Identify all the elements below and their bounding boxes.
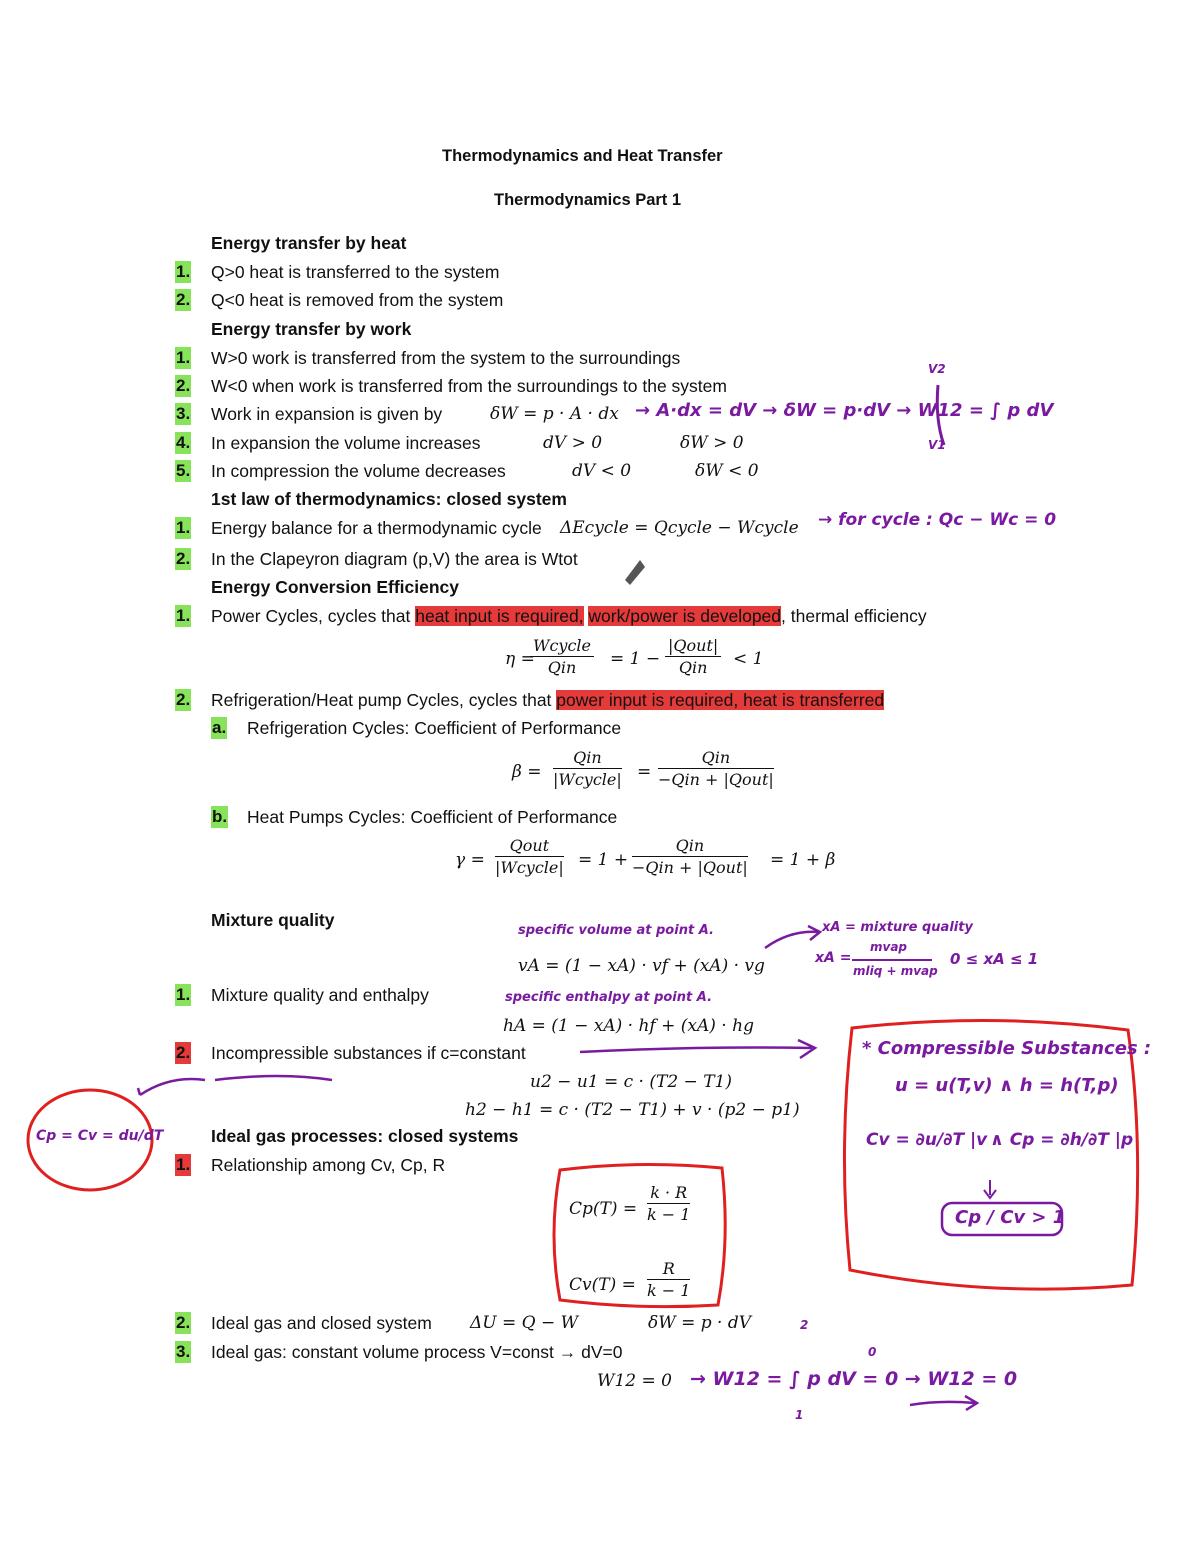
list-item: In compression the volume decreases xyxy=(211,461,506,481)
section-heading-ideal-gas: Ideal gas processes: closed systems xyxy=(211,1126,519,1146)
hw-box-line3b: ∧ Cp = ∂h/∂T |p xyxy=(990,1130,1134,1150)
page-subtitle: Thermodynamics Part 1 xyxy=(494,191,682,209)
gamma-fraction-2: Qin −Qin + |Qout| xyxy=(632,836,748,877)
eta-fraction-2: |Qout| Qin xyxy=(665,635,721,678)
equation-work-expansion: δW = p · A · dx xyxy=(490,404,619,424)
hw-box-line1: * Compressible Substances : xyxy=(862,1038,1152,1059)
list-item: Q>0 heat is transferred to the system xyxy=(211,262,500,282)
list-item: In expansion the volume increases xyxy=(211,433,481,453)
cp-lhs: Cp(T) = xyxy=(569,1199,638,1219)
list-item: Heat Pumps Cycles: Coefficient of Performance xyxy=(247,807,618,827)
hw-w12-note: → W12 = ∫ p dV = 0 → W12 = 0 xyxy=(690,1368,1018,1390)
arrow-to-box xyxy=(580,1040,815,1058)
highlight: work/power is developed xyxy=(588,606,782,626)
equation-internal-energy: u2 − u1 = c · (T2 − T1) xyxy=(530,1072,732,1092)
equation-cycle-energy-balance: ΔEcycle = Qcycle − Wcycle xyxy=(560,518,799,538)
equation-enthalpy: hA = (1 − xA) · hf + (xA) · hg xyxy=(503,1016,754,1036)
section-heading-efficiency: Energy Conversion Efficiency xyxy=(211,577,459,597)
hw-va-note: specific volume at point A. xyxy=(518,923,714,938)
hw-box-line3a: Cv = ∂u/∂T |v xyxy=(866,1130,988,1150)
list-number: 2. xyxy=(176,290,191,309)
list-number: 2. xyxy=(176,376,191,395)
list-item: Incompressible substances if c=constant xyxy=(211,1043,526,1063)
list-number: 4. xyxy=(176,433,191,452)
arrow-xa xyxy=(765,926,820,948)
hw-cycle-note: → for cycle : Qc − Wc = 0 xyxy=(818,510,1057,530)
hw-xa-num: mvap xyxy=(870,940,908,954)
cv-fraction: $\frac{R}{k - 1}$ xyxy=(647,1259,691,1300)
eta-lhs: η = xyxy=(505,649,535,669)
list-item: W<0 when work is transferred from the surroundings to the system xyxy=(211,376,727,396)
list-item: Mixture quality and enthalpy xyxy=(211,985,429,1005)
list-number: 1. xyxy=(176,348,191,367)
list-number: 1. xyxy=(176,262,191,281)
hw-v2: V2 xyxy=(928,362,946,376)
list-number: 3. xyxy=(176,1342,191,1361)
list-number: 1. xyxy=(176,1155,191,1174)
arrow-down xyxy=(984,1180,996,1198)
arrow-to-circle xyxy=(138,1079,205,1095)
underline-stroke xyxy=(215,1076,332,1080)
cp-fraction: $\frac{k \cdot R}{k - 1}$ xyxy=(647,1183,691,1224)
equation-first-law-closed: ΔU = Q − W xyxy=(470,1313,579,1333)
list-letter: b. xyxy=(212,807,228,826)
equation-enthalpy-incompressible: h2 − h1 = c · (T2 − T1) + v · (p2 − p1) xyxy=(465,1100,800,1120)
list-item: In the Clapeyron diagram (p,V) the area is Wtot xyxy=(211,549,578,569)
gamma-fraction-1: Qout |Wcycle| xyxy=(495,836,564,877)
beta-fraction-2: Qin −Qin + |Qout| xyxy=(658,748,774,789)
equation-work-pdv: δW = p · dV xyxy=(648,1313,752,1333)
list-number: 3. xyxy=(176,404,191,423)
hw-int-top: 2 xyxy=(800,1318,809,1332)
hw-ha-note: specific enthalpy at point A. xyxy=(505,990,713,1005)
list-item: Q<0 heat is removed from the system xyxy=(211,290,504,310)
equation-dv-negative: dV < 0 xyxy=(572,461,632,481)
equation-w12-zero: W12 = 0 xyxy=(597,1371,672,1391)
list-item: W>0 work is transferred from the system to the surroundings xyxy=(211,348,681,368)
red-box-outline xyxy=(844,1020,1137,1289)
highlight: heat input is required, xyxy=(415,606,584,626)
list-number: 5. xyxy=(176,461,191,480)
hw-work-note: → A·dx = dV → δW = p·dV → W12 = ∫ p dV xyxy=(635,400,1054,421)
equation-dv-positive: dV > 0 xyxy=(543,433,603,453)
list-item: Relationship among Cv, Cp, R xyxy=(211,1155,446,1175)
beta-eq: = xyxy=(637,762,652,782)
hw-xa-den: mliq + mvap xyxy=(853,964,938,978)
hw-xa-def: xA = mixture quality xyxy=(822,920,973,935)
arrow-w12 xyxy=(910,1396,977,1410)
gamma-lhs: γ = xyxy=(455,850,485,870)
hw-dv-zero: 0 xyxy=(868,1345,877,1359)
list-item: Work in expansion is given by xyxy=(211,404,443,424)
hw-xa-range: 0 ≤ xA ≤ 1 xyxy=(950,950,1039,968)
section-heading-mixture: Mixture quality xyxy=(211,910,335,930)
equation-specific-volume: vA = (1 − xA) · vf + (xA) · vg xyxy=(518,956,765,976)
list-number: 2. xyxy=(176,1313,191,1332)
equation-dw-positive: δW > 0 xyxy=(680,433,744,453)
list-item: Ideal gas and closed system xyxy=(211,1313,432,1333)
eta-mid: = 1 − xyxy=(610,649,661,669)
list-number: 2. xyxy=(176,690,191,709)
hw-cp-over-cv: Cp / Cv > 1 xyxy=(955,1207,1066,1228)
section-heading-first-law: 1st law of thermodynamics: closed system xyxy=(211,489,567,509)
list-item: Energy balance for a thermodynamic cycle xyxy=(211,518,542,538)
eta-rhs: < 1 xyxy=(733,649,764,669)
page-title: Thermodynamics and Heat Transfer xyxy=(442,147,723,165)
list-item-refrigeration: Refrigeration/Heat pump Cycles, cycles that power input is required, heat is transferred xyxy=(211,690,885,710)
eta-fraction-1: Wcycle Qin xyxy=(530,635,594,678)
list-number: 1. xyxy=(176,518,191,537)
list-item: Ideal gas: constant volume process V=const → dV=0 xyxy=(211,1342,623,1362)
red-box-cp-cv xyxy=(554,1164,725,1306)
list-number: 2. xyxy=(176,1043,191,1062)
gamma-mid: = 1 + xyxy=(578,850,629,870)
gamma-rhs: = 1 + β xyxy=(770,850,836,870)
cv-lhs: Cv(T) = xyxy=(569,1275,636,1295)
beta-fraction-1: Qin |Wcycle| xyxy=(553,748,622,789)
section-heading-heat: Energy transfer by heat xyxy=(211,233,407,253)
hw-box-line2: u = u(T,v) ∧ h = h(T,p) xyxy=(895,1075,1119,1096)
hw-int-bottom: 1 xyxy=(795,1408,804,1422)
list-item: Refrigeration Cycles: Coefficient of Performance xyxy=(247,718,622,738)
pen-mark xyxy=(625,560,645,585)
highlight: power input is required, heat is transferred xyxy=(556,690,885,710)
beta-lhs: β = xyxy=(512,762,542,782)
hw-xa-lhs: xA = xyxy=(815,950,852,966)
hw-circle-formula: Cp = Cv = du/dT xyxy=(36,1128,164,1144)
list-letter: a. xyxy=(212,718,227,737)
hw-v1: V1 xyxy=(928,438,946,452)
list-number: 1. xyxy=(176,985,191,1004)
section-heading-work: Energy transfer by work xyxy=(211,319,412,339)
list-number: 2. xyxy=(176,549,191,568)
equation-dw-negative: δW < 0 xyxy=(695,461,759,481)
list-number: 1. xyxy=(176,606,191,625)
list-item-power-cycles: Power Cycles, cycles that heat input is required, work/power is developed, thermal efficiency xyxy=(211,606,927,626)
